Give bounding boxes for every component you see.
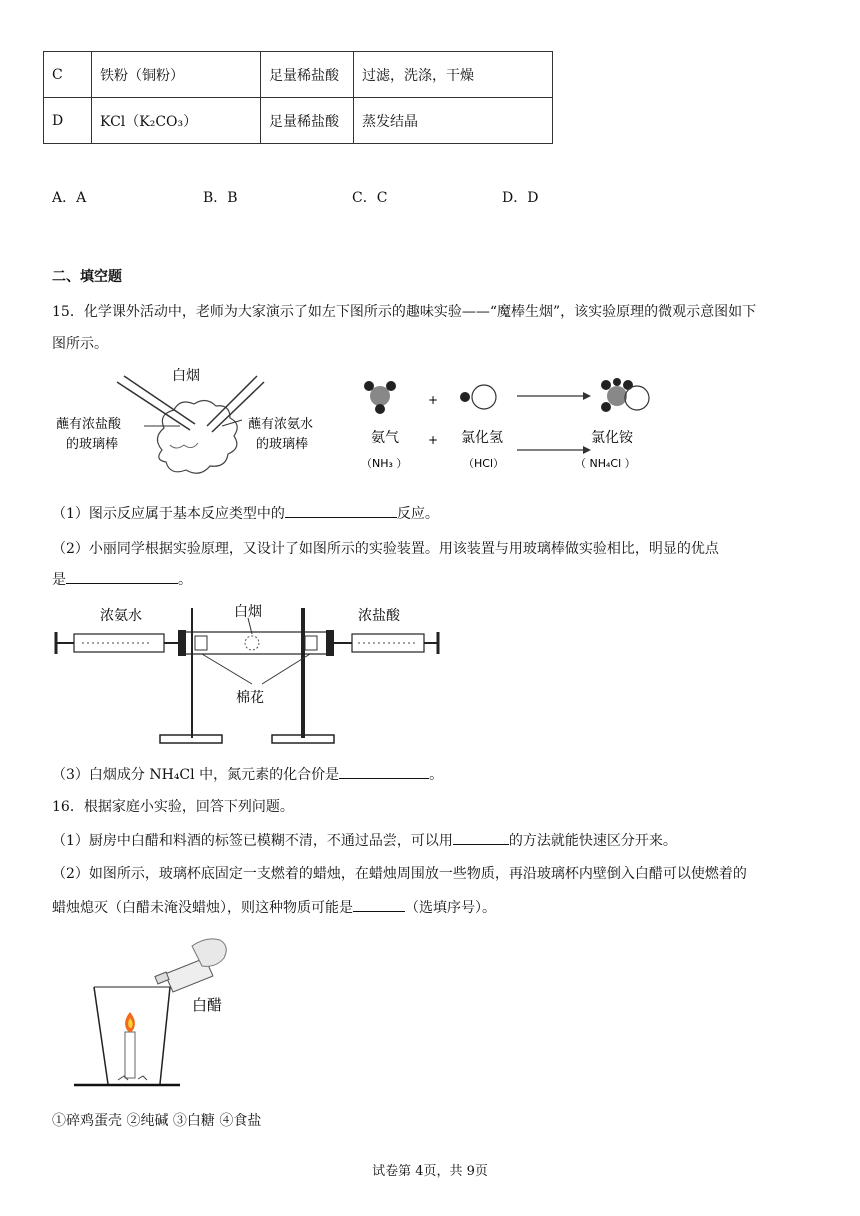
nh4cl-label: 氯化铵 — [591, 430, 633, 446]
q15-part2-tail: 。 — [178, 572, 192, 588]
hcl-label: 氯化氢 — [461, 430, 503, 446]
table-row — [44, 52, 553, 98]
q15-part2-cont — [52, 569, 192, 589]
plus-sign: + — [428, 393, 439, 407]
reagent-cell: 足量稀盐酸 — [261, 52, 354, 98]
reagent-cell: 足量稀盐酸 — [261, 98, 354, 144]
q16-part2-text: 蜡烛熄灭（白醋未淹没蜡烛），则这种物质可能是 — [52, 900, 353, 916]
q15-part1-text: （1）图示反应属于基本反应类型中的 — [52, 506, 285, 522]
choice-d[interactable]: D．D — [502, 190, 539, 206]
q15-part2: （2）小丽同学根据实验原理，又设计了如图所示的实验装置。用该装置与用玻璃棒做实验相比，明显的优点 — [52, 541, 719, 557]
method-cell: 过滤，洗涤，干燥 — [354, 52, 553, 98]
answer-blank[interactable] — [353, 897, 405, 912]
cotton-label: 棉花 — [236, 690, 264, 706]
method-cell: 蒸发结晶 — [354, 98, 553, 144]
page-footer: 试卷第 4页，共 9页 — [372, 1164, 488, 1179]
q16-part1 — [52, 830, 677, 850]
vinegar-label: 白醋 — [192, 996, 223, 1014]
q16-part1-tail: 的方法就能快速区分开来。 — [508, 833, 677, 849]
hcl-acid-label: 浓盐酸 — [358, 608, 400, 624]
q15-text: 15．化学课外活动中，老师为大家演示了如左下图所示的趣味实验——“魔棒生烟”，该实验原理的微观示意图如下 — [52, 304, 757, 320]
options-table — [43, 51, 553, 144]
q16-part2-cont — [52, 897, 496, 917]
q16-text: 16．根据家庭小实验，回答下列问题。 — [52, 799, 294, 815]
choice-c[interactable]: C．C — [352, 190, 388, 206]
q15-part3-text: （3）白烟成分 NH₄Cl 中，氮元素的化合价是 — [52, 767, 340, 783]
q15-text-cont: 图所示。 — [52, 336, 108, 352]
hcl-molecule-icon — [460, 385, 496, 409]
apparatus-figure — [52, 598, 452, 750]
q16-part1-text: （1）厨房中白醋和料酒的标签已模糊不清，不通过品尝，可以用 — [52, 833, 453, 849]
left-rod-label: 蘸有浓盐酸 — [56, 417, 122, 432]
vinegar-bottle-icon — [155, 939, 226, 992]
smoke-label: 白烟 — [172, 368, 200, 384]
candle-cup-figure — [70, 932, 250, 1092]
answer-blank[interactable] — [66, 569, 178, 584]
q15-part3-tail: 。 — [429, 767, 444, 783]
hcl-formula: （HCl） — [463, 457, 505, 470]
choice-b[interactable]: B．B — [203, 190, 238, 206]
option-cell: C — [44, 52, 92, 98]
table-row — [44, 98, 553, 144]
material-cell: 铁粉（铜粉） — [92, 52, 261, 98]
plus-sign-2: + — [428, 433, 439, 447]
q15-part3 — [52, 764, 443, 784]
q15-part2-text: 是 — [52, 572, 66, 588]
smoke-label: 白烟 — [234, 604, 262, 620]
q16-options: ①碎鸡蛋壳 ②纯碱 ③白糖 ④食盐 — [52, 1113, 262, 1129]
answer-blank[interactable] — [285, 503, 397, 518]
nh3-molecule-icon — [364, 381, 396, 414]
magic-rod-figure — [52, 360, 352, 485]
ammonia-label: 浓氨水 — [100, 608, 142, 624]
nh3-formula: （NH₃ ） — [361, 457, 408, 470]
answer-blank[interactable] — [453, 830, 509, 845]
micro-reaction-figure — [355, 372, 665, 477]
left-rod-label-2: 的玻璃棒 — [66, 437, 119, 452]
section-title: 二、填空题 — [52, 269, 122, 285]
q15-part1 — [52, 503, 439, 523]
nh4cl-formula: （ NH₄Cl ） — [575, 457, 636, 470]
choice-a[interactable]: A．A — [52, 190, 87, 206]
q16-part2: （2）如图所示，玻璃杯底固定一支燃着的蜡烛，在蜡烛周围放一些物质，再沿玻璃杯内壁倒入白醋可以使燃着的 — [52, 866, 747, 882]
q15-part1-tail: 反应。 — [396, 506, 439, 522]
option-cell: D — [44, 98, 92, 144]
right-rod-label: 蘸有浓氨水 — [248, 417, 314, 432]
material-cell: KCl（K₂CO₃） — [92, 98, 261, 144]
nh4cl-molecule-icon — [601, 378, 649, 412]
answer-blank[interactable] — [339, 764, 429, 779]
nh3-label: 氨气 — [371, 430, 399, 446]
right-rod-label-2: 的玻璃棒 — [256, 437, 309, 452]
q16-part2-tail: （选填序号）。 — [405, 900, 496, 916]
